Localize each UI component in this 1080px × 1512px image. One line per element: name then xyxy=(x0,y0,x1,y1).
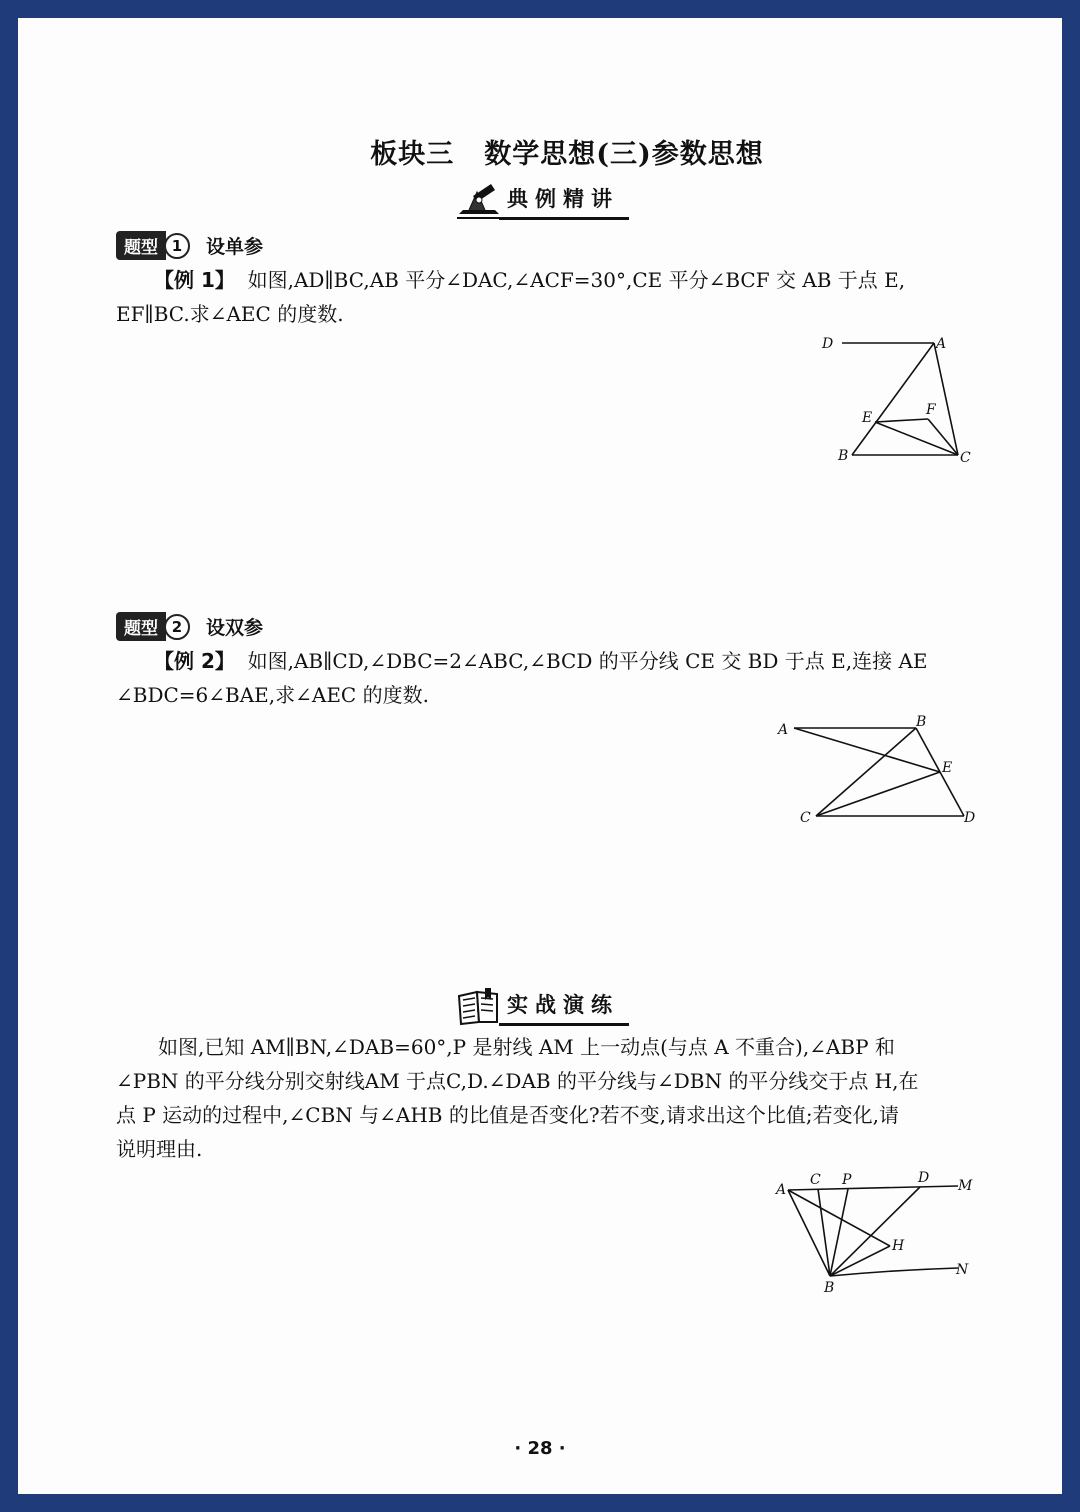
page-title xyxy=(18,132,1062,171)
fig2-segment-bc xyxy=(816,728,916,816)
fig3-label-b: B xyxy=(824,1280,835,1296)
type-badge: 题型 xyxy=(116,612,166,641)
fig2-label-c: C xyxy=(800,810,811,826)
fig2-label-d: D xyxy=(964,810,976,826)
fig2-label-b: B xyxy=(916,714,927,730)
fig3-segment-ah xyxy=(788,1190,890,1246)
example-1-text xyxy=(116,263,964,331)
figure-1 xyxy=(818,336,978,476)
telescope-icon xyxy=(455,180,503,220)
figure-2 xyxy=(776,714,976,830)
fig1-label-d: D xyxy=(822,336,834,352)
fig2-label-a: A xyxy=(778,722,789,738)
fig3-label-c: C xyxy=(810,1172,821,1188)
fig1-label-e: E xyxy=(862,410,873,426)
fig1-label-b: B xyxy=(838,448,849,464)
document-page xyxy=(18,18,1062,1494)
banner-label: 典例精讲 xyxy=(499,183,629,220)
fig1-segment-ac xyxy=(934,343,958,455)
page-number: · 28 · xyxy=(514,1438,566,1459)
fig3-label-p: P xyxy=(842,1172,852,1188)
practice-line-1: 如图,已知 AM∥BN,∠DAB=60°,P 是射线 AM 上一动点(与点 A 不重合),∠ABP 和 xyxy=(158,1035,895,1059)
fig2-segment-ce xyxy=(816,772,940,816)
section-banner-examples xyxy=(455,180,629,220)
fig3-label-h: H xyxy=(892,1238,905,1254)
type-name: 设双参 xyxy=(206,617,264,639)
question-type-2 xyxy=(116,612,263,641)
fig3-ray-bn xyxy=(830,1268,958,1276)
fig2-segment-ae xyxy=(794,728,940,772)
practice-line-2: ∠PBN 的平分线分别交射线AM 于点C,D.∠DAB 的平分线与∠DBN 的平分线交于点 H,在 xyxy=(116,1069,919,1093)
example-1-line-1: 如图,AD∥BC,AB 平分∠DAC,∠ACF=30°,CE 平分∠BCF 交 AB 于点 E, xyxy=(247,268,906,292)
fig3-label-d: D xyxy=(918,1170,930,1186)
example-1-line-2: EF∥BC.求∠AEC 的度数. xyxy=(116,302,344,326)
example-1-label: 【例 1】 xyxy=(154,268,235,292)
type-number: 2 xyxy=(164,614,190,640)
type-name: 设单参 xyxy=(206,236,264,258)
practice-line-4: 说明理由. xyxy=(116,1137,203,1161)
example-2-label: 【例 2】 xyxy=(154,649,235,673)
fig1-segment-ef xyxy=(875,419,928,422)
fig3-label-n: N xyxy=(956,1262,969,1278)
fig1-label-c: C xyxy=(960,450,971,466)
banner-label: 实战演练 xyxy=(499,989,629,1026)
type-number: 1 xyxy=(164,233,190,259)
figure-3 xyxy=(774,1170,974,1296)
example-2-text xyxy=(116,644,964,712)
fig1-segment-ec xyxy=(875,422,958,455)
fig3-segment-bp xyxy=(830,1189,848,1276)
fig3-segment-bd xyxy=(830,1187,920,1276)
section-banner-practice xyxy=(455,986,629,1026)
fig1-label-f: F xyxy=(926,402,936,418)
practice-text xyxy=(116,1030,964,1166)
title-section: 板块三 xyxy=(370,139,455,170)
fig2-label-e: E xyxy=(942,760,953,776)
question-type-1 xyxy=(116,231,263,260)
type-badge: 题型 xyxy=(116,231,166,260)
title-topic: 数学思想(三)参数思想 xyxy=(484,139,764,170)
fig3-label-m: M xyxy=(958,1178,973,1194)
fig1-label-a: A xyxy=(936,336,947,352)
fig1-segment-ab xyxy=(852,343,934,455)
practice-line-3: 点 P 运动的过程中,∠CBN 与∠AHB 的比值是否变化?若不变,请求出这个比值;若变化,请 xyxy=(116,1103,900,1127)
example-2-line-2: ∠BDC=6∠BAE,求∠AEC 的度数. xyxy=(116,683,429,707)
book-icon xyxy=(455,986,503,1026)
fig3-label-a: A xyxy=(776,1182,787,1198)
example-2-line-1: 如图,AB∥CD,∠DBC=2∠ABC,∠BCD 的平分线 CE 交 BD 于点 E,连接 AE xyxy=(247,649,928,673)
